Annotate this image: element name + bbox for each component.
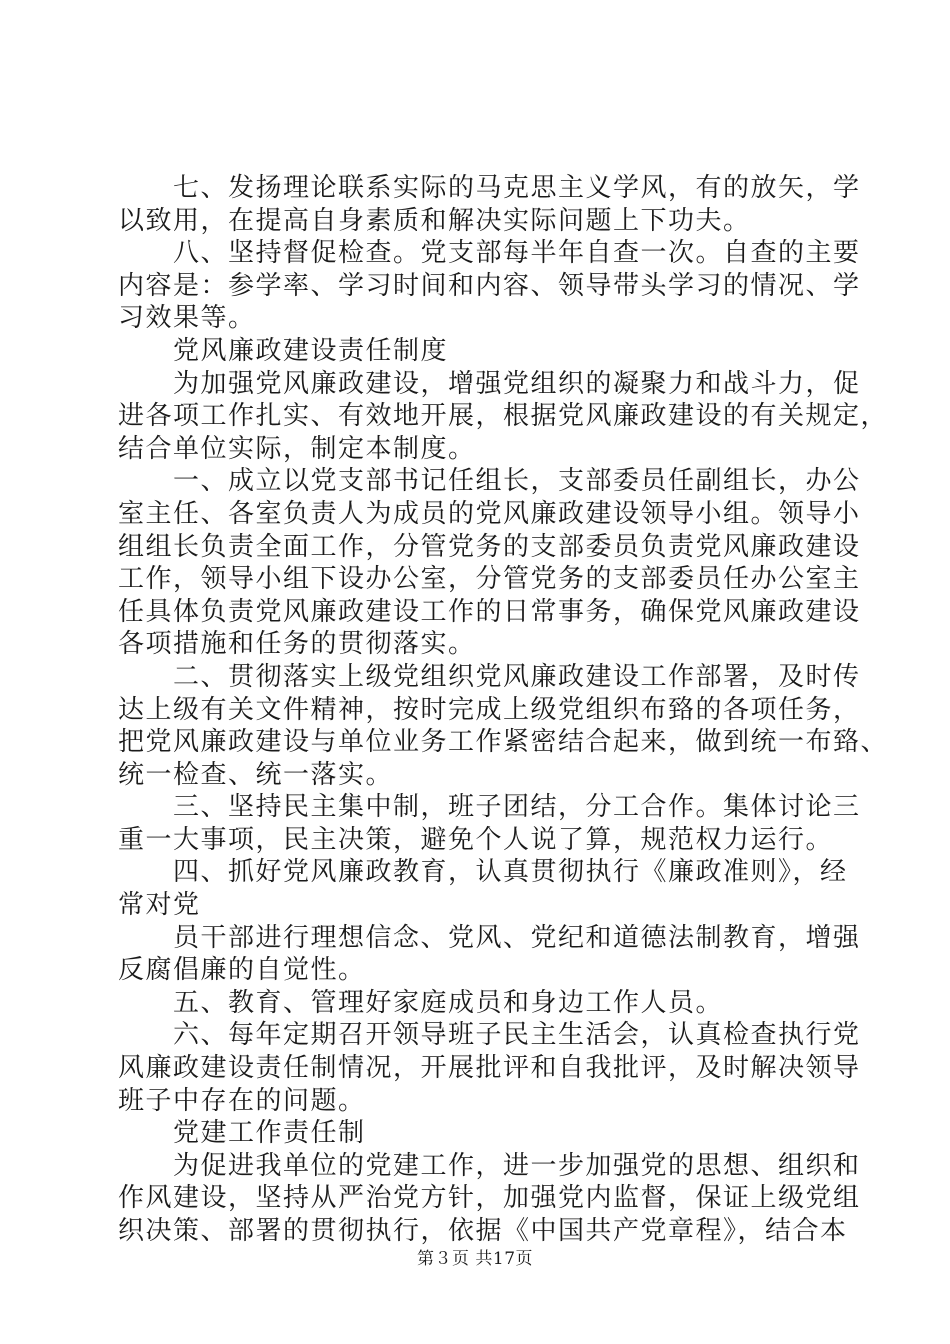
text-line: 统一检查、统一落实。 [118, 759, 394, 790]
text-line: 任具体负责党风廉政建设工作的日常事务，确保党风廉政建设 [118, 596, 861, 627]
text-line: 五、教育、管理好家庭成员和身边工作人员。 [118, 987, 724, 1018]
text-line: 常对党 [118, 890, 201, 921]
text-line: 反腐倡廉的自觉性。 [118, 955, 366, 986]
text-line: 内容是：参学率、学习时间和内容、领导带头学习的情况、学 [118, 270, 861, 301]
section-heading: 党风廉政建设责任制度 [118, 335, 449, 366]
text-line: 重一大事项，民主决策，避免个人说了算，规范权力运行。 [118, 824, 834, 855]
text-line: 工作，领导小组下设办公室，分管党务的支部委员任办公室主 [118, 564, 861, 595]
text-line: 进各项工作扎实、有效地开展，根据党风廉政建设的有关规定， [118, 401, 889, 432]
text-line: 七、发扬理论联系实际的马克思主义学风，有的放矢，学 [118, 173, 861, 203]
page-number-label: 第３页 共17页 [416, 1249, 534, 1269]
text-line: 三、坚持民主集中制，班子团结，分工合作。集体讨论三 [118, 792, 861, 823]
text-line: 各项措施和任务的贯彻落实。 [118, 629, 476, 660]
text-line: 为促进我单位的党建工作，进一步加强党的思想、组织和 [118, 1150, 861, 1181]
text-line: 作风建设，坚持从严治党方针，加强党内监督，保证上级党组 [118, 1183, 861, 1214]
text-line: 室主任、各室负责人为成员的党风廉政建设领导小组。领导小 [118, 498, 861, 529]
document-body [118, 172, 889, 1248]
text-line: 员干部进行理想信念、党风、党纪和道德法制教育，增强 [118, 922, 861, 953]
section-heading: 党建工作责任制 [118, 1118, 366, 1149]
text-line: 八、坚持督促检查。党支部每半年自查一次。自查的主要 [118, 238, 861, 269]
text-line: 班子中存在的问题。 [118, 1085, 366, 1116]
text-line: 为加强党风廉政建设，增强党组织的凝聚力和战斗力，促 [118, 368, 861, 399]
page-footer [0, 1244, 950, 1269]
text-line: 组组长负责全面工作，分管党务的支部委员负责党风廉政建设 [118, 531, 861, 562]
text-line: 一、成立以党支部书记任组长，支部委员任副组长，办公 [118, 466, 861, 497]
text-line: 习效果等。 [118, 303, 256, 334]
text-line: 二、贯彻落实上级党组织党风廉政建设工作部署，及时传 [118, 661, 861, 692]
text-line: 六、每年定期召开领导班子民主生活会，认真检查执行党 [118, 1020, 861, 1051]
text-line: 把党风廉政建设与单位业务工作紧密结合起来，做到统一布臵、 [118, 727, 889, 758]
text-line: 达上级有关文件精神，按时完成上级党组织布臵的各项任务， [118, 694, 861, 725]
text-line: 结合单位实际，制定本制度。 [118, 433, 476, 464]
text-line: 以致用，在提高自身素质和解决实际问题上下功夫。 [118, 205, 751, 236]
text-line: 四、抓好党风廉政教育，认真贯彻执行《廉政准则》，经 [118, 857, 848, 888]
text-line: 织决策、部署的贯彻执行，依据《中国共产党章程》，结合本 [118, 1216, 848, 1246]
text-line: 风廉政建设责任制情况，开展批评和自我批评，及时解决领导 [118, 1053, 861, 1084]
